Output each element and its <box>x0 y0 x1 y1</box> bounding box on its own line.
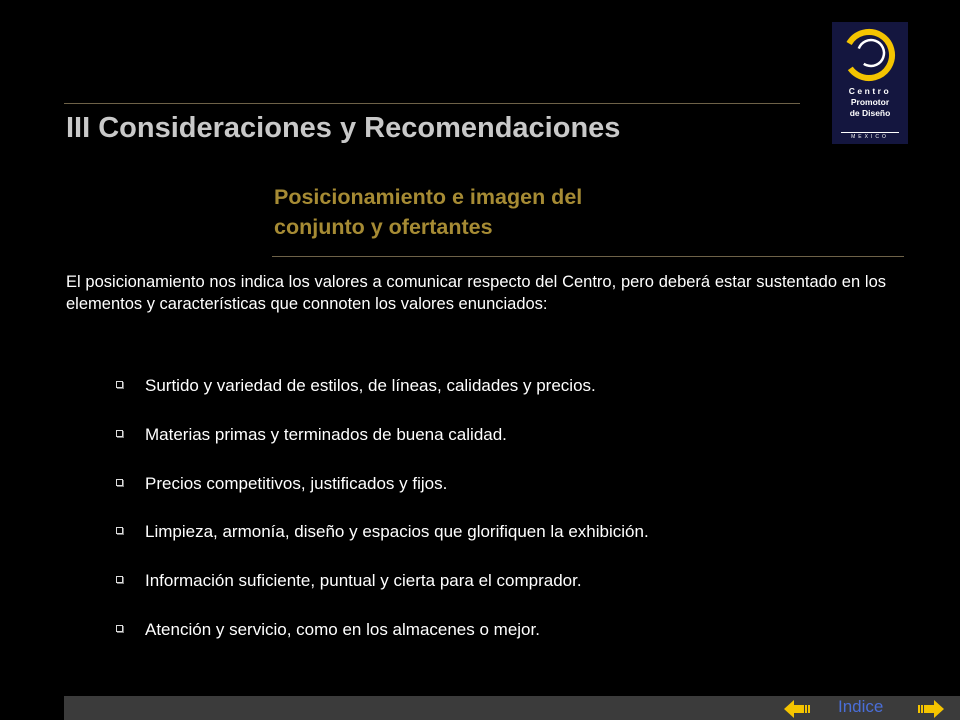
subtitle-rule <box>272 256 904 257</box>
square-bullet-icon <box>116 527 123 534</box>
logo-country: MEXICO <box>841 132 899 141</box>
square-bullet-icon <box>116 430 123 437</box>
subtitle-line-1: Posicionamiento e imagen del <box>274 185 583 209</box>
subtitle-line-2: conjunto y ofertantes <box>274 215 493 239</box>
logo-line-3: de Diseño <box>849 108 891 118</box>
bullet-text: Atención y servicio, como en los almacenes o mejor. <box>145 619 540 639</box>
square-bullet-icon <box>116 381 123 388</box>
logo-text <box>832 86 908 119</box>
arrow-right-icon[interactable] <box>918 700 944 718</box>
footer-bar <box>64 696 960 720</box>
bullet-text: Surtido y variedad de estilos, de líneas, calidades y precios. <box>145 376 596 395</box>
centro-promotor-logo <box>832 22 908 144</box>
bullet-text: Precios competitivos, justificados y fijos. <box>145 473 448 493</box>
logo-line-1: Centro <box>848 86 892 96</box>
bullet-text: Limpieza, armonía, diseño y espacios que glorifiquen la exhibición. <box>145 522 649 542</box>
square-bullet-icon <box>116 479 123 486</box>
intro-paragraph: El posicionamiento nos indica los valores a comunicar respecto del Centro, pero deberá estar sustentado en los elementos y características que connoten los valores enunciados: <box>66 273 886 313</box>
index-link[interactable]: Indice <box>838 697 884 716</box>
page-title: III Consideraciones y Recomendaciones <box>66 112 621 144</box>
square-bullet-icon <box>116 625 123 632</box>
bullet-text: Información suficiente, puntual y cierta para el comprador. <box>145 571 582 591</box>
square-bullet-icon <box>116 576 123 583</box>
logo-line-2: Promotor <box>850 97 890 107</box>
arrow-left-icon[interactable] <box>784 700 810 718</box>
title-rule <box>64 103 800 104</box>
section-subtitle <box>274 182 582 242</box>
logo-ring-icon <box>840 26 900 86</box>
bullet-text: Materias primas y terminados de buena calidad. <box>145 424 507 444</box>
